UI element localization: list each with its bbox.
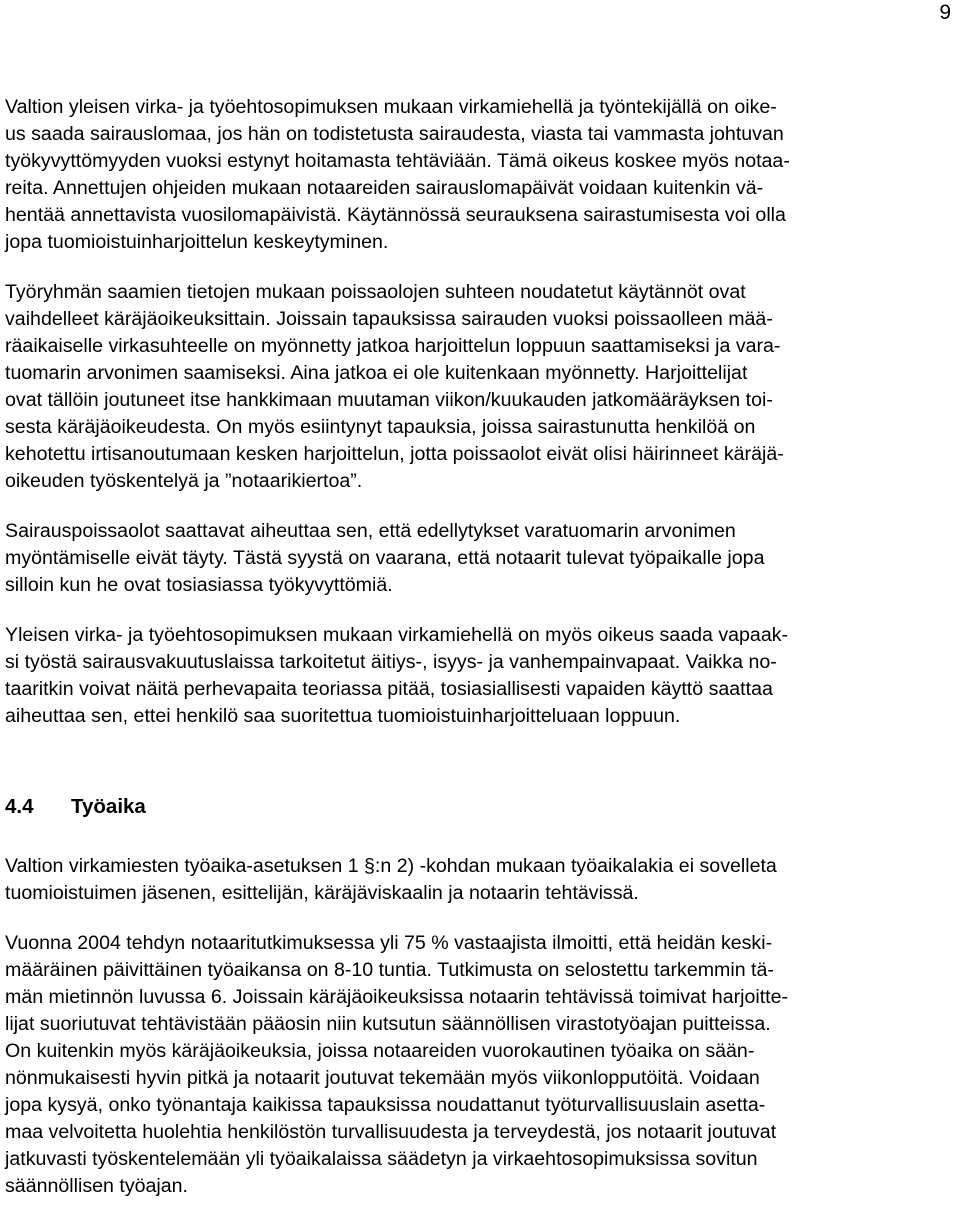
paragraph-sick-absence-risk: Sairauspoissaolot saattavat aiheuttaa sen, että edellytykset varatuomarin arvonimen myöntämiselle eivät täyty. Tästä syystä on vaarana, että notaarit tulevat työpaikalle jopa silloin kun he ovat tosiasiassa työkyvyttömiä. bbox=[5, 520, 765, 596]
paragraph-working-hours-study: Vuonna 2004 tehdyn notaaritutkimuksessa yli 75 % vastaajista ilmoitti, että heidän keski- määräinen päivittäinen työaikansa on 8-10 tuntia. Tutkimusta on selostettu tarkemmin tä- män mietinnön luvussa 6. Joissain käräjäoikeuksissa notaarin tehtävissä toimivat harjoitte- lijat suoriutuvat tehtävistään pääosin niin kutsutun säännöllisen virastotyöajan puitteissa. On kuitenkin myös käräjäoikeuksia, joissa notaareiden vuorokautinen työaika on sään- nönmukaisesti hyvin pitkä ja notaarit joutuvat tekemään myös viikonlopputöitä. Voidaan jopa kysyä, onko työnantaja kaikissa tapauksissa noudattanut työturvallisuuslain asetta- maa velvoitetta huolehtia henkilöstön turvallisuudesta ja terveydestä, jos notaarit joutuvat jatkuvasti työskentelemään yli työaikalaissa säädetyn ja virkaehtosopimuksissa sovitun säännöllisen työajan. bbox=[5, 932, 789, 1197]
section-heading bbox=[5, 793, 953, 820]
paragraph-working-time-decree: Valtion virkamiesten työaika-asetuksen 1 §:n 2) -kohdan mukaan työaikalakia ei sovelleta tuomioistuimen jäsenen, esittelijän, käräjäviskaalin ja notaarin tehtävissä. bbox=[5, 855, 777, 904]
paragraph-family-leave: Yleisen virka- ja työehtosopimuksen mukaan virkamiehellä on myös oikeus saada vapaak- si työstä sairausvakuutuslaissa tarkoitetut äitiys-, isyys- ja vanhempainvapaat. Vaikka no- taaritkin voivat näitä perhevapaita teoriassa pitää, tosiasiallisesti vapaiden käyttö saattaa aiheuttaa sen, ettei henkilö saa suoritettua tuomioistuinharjoitteluaan loppuun. bbox=[5, 624, 789, 727]
section-number: 4.4 bbox=[5, 795, 34, 818]
section-title: Työaika bbox=[71, 795, 146, 818]
paragraph-absence-practices: Työryhmän saamien tietojen mukaan poissaolojen suhteen noudatetut käytännöt ovat vaihdelleet käräjäoikeuksittain. Joissain tapauksissa sairauden vuoksi poissaolleen mää- räaikaiselle virkasuhteelle on myönnetty jatkoa harjoittelun loppuun saattamiseksi ja vara- tuomarin arvonimen saamiseksi. Aina jatkoa ei ole kuitenkaan myönnetty. Harjoittelijat ovat tällöin joutuneet itse hankkimaan muutaman viikon/kuukauden jatkomääräyksen toi- sesta käräjäoikeudesta. On myös esiintynyt tapauksia, joissa sairastunutta henkilöä on kehotettu irtisanoutumaan kesken harjoittelun, jotta poissaolot eivät olisi häirinneet käräjä- oikeuden työskentelyä ja ”notaarikiertoa”. bbox=[5, 281, 784, 492]
paragraph-sick-leave: Valtion yleisen virka- ja työehtosopimuksen mukaan virkamiehellä ja työntekijällä on oike- us saada sairauslomaa, jos hän on todistetusta sairaudesta, viasta tai vammasta johtuvan työkyvyttömyyden vuoksi estynyt hoitamasta tehtäviään. Tämä oikeus koskee myös notaa- reita. Annettujen ohjeiden mukaan notaareiden sairauslomapäivät voidaan kuitenkin vä- hentää annettavista vuosilomapäivistä. Käytännössä seurauksena sairastumisesta voi olla jopa tuomioistuinharjoittelun keskeytyminen. bbox=[5, 96, 790, 253]
document-body bbox=[5, 94, 953, 1200]
page-number: 9 bbox=[939, 1, 951, 24]
